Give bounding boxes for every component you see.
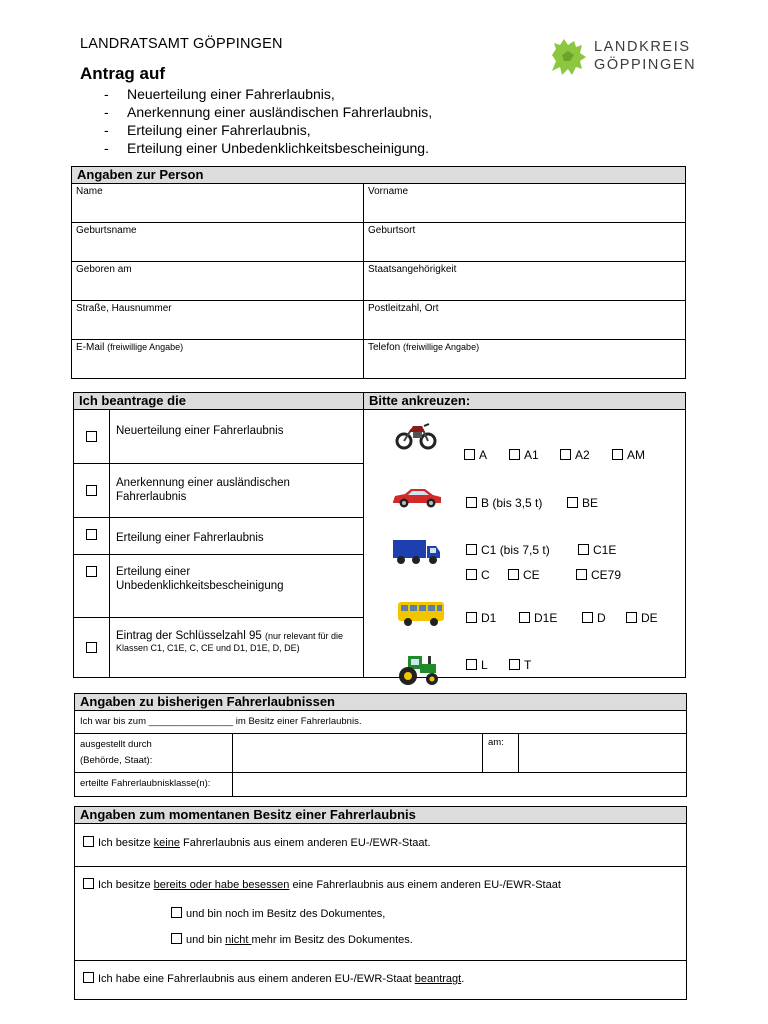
- class-selection-area: [364, 410, 686, 678]
- car-icon: [391, 486, 443, 510]
- purpose-item: - Anerkennung einer ausländischen Fahrerlaubnis,: [104, 104, 433, 120]
- tractor-icon: [394, 652, 440, 686]
- current-license-section: [74, 806, 687, 1000]
- purpose-list: [104, 85, 432, 157]
- logo-text-line2: GÖPPINGEN: [594, 57, 697, 73]
- logo-text-line1: LANDKREIS: [594, 39, 691, 55]
- current-none-checkbox[interactable]: [83, 836, 94, 847]
- purpose-item: - Neuerteilung einer Fahrerlaubnis,: [104, 86, 335, 102]
- class-option-d1e[interactable]: D1E: [519, 611, 557, 625]
- purpose-item: - Erteilung einer Fahrerlaubnis,: [104, 122, 311, 138]
- class-option-d[interactable]: D: [582, 611, 606, 625]
- schluesselzahl-label: Eintrag der Schlüsselzahl 95 (nur relevant für die Klassen C1, C1E, C, CE und D1, D1E, D, DE): [110, 618, 364, 678]
- person-heading: Angaben zur Person: [72, 167, 686, 184]
- issued-date-field[interactable]: [519, 734, 687, 773]
- application-heading-right: Bitte ankreuzen:: [364, 393, 686, 410]
- class-option-a[interactable]: A: [464, 448, 487, 462]
- license-classes-label: erteilte Fahrerlaubnisklasse(n):: [75, 773, 233, 797]
- anerkennung-label: Anerkennung einer ausländischen Fahrerlaubnis: [110, 464, 364, 518]
- class-option-c1e[interactable]: C1E: [578, 543, 616, 557]
- strasse-field[interactable]: Straße, Hausnummer: [72, 301, 364, 340]
- class-option-l[interactable]: L: [466, 658, 488, 672]
- motorcycle-icon: [395, 420, 437, 450]
- previous-license-section: [74, 693, 687, 797]
- plz-ort-field[interactable]: Postleitzahl, Ort: [364, 301, 686, 340]
- class-option-am[interactable]: AM: [612, 448, 645, 462]
- class-option-ce79[interactable]: CE79: [576, 568, 621, 582]
- class-option-a1[interactable]: A1: [509, 448, 539, 462]
- no-longer-has-checkbox[interactable]: [171, 933, 182, 944]
- staatsangehoerigkeit-field[interactable]: Staatsangehörigkeit: [364, 262, 686, 301]
- class-option-ce[interactable]: CE: [508, 568, 540, 582]
- previous-until-line[interactable]: Ich war bis zum ________________ im Besitz einer Fahrerlaubnis.: [75, 711, 687, 734]
- application-section: [73, 392, 686, 678]
- anerkennung-checkbox[interactable]: [86, 485, 97, 496]
- neuerteilung-label: Neuerteilung einer Fahrerlaubnis: [110, 410, 364, 464]
- current-applied-checkbox[interactable]: [83, 972, 94, 983]
- class-option-de[interactable]: DE: [626, 611, 658, 625]
- license-classes-field[interactable]: [233, 773, 687, 797]
- current-option-applied[interactable]: Ich habe eine Fahrerlaubnis aus einem anderen EU-/EWR-Staat beantragt.: [75, 961, 687, 1000]
- sub-option-no-longer-has[interactable]: und bin nicht mehr im Besitz des Dokumentes.: [171, 933, 413, 946]
- unbedenklichkeit-label: Erteilung einer Unbedenklichkeitsbescheinigung: [110, 555, 364, 618]
- class-option-b[interactable]: B (bis 3,5 t): [466, 496, 542, 510]
- lion-icon: [546, 35, 590, 79]
- district-logo: [546, 35, 696, 81]
- bus-icon: [397, 600, 445, 628]
- neuerteilung-checkbox[interactable]: [86, 431, 97, 442]
- geburtsort-field[interactable]: Geburtsort: [364, 223, 686, 262]
- current-option-none[interactable]: Ich besitze keine Fahrerlaubnis aus einem anderen EU-/EWR-Staat.: [75, 824, 687, 867]
- email-field[interactable]: E-Mail (freiwillige Angabe): [72, 340, 364, 379]
- person-section: [71, 166, 686, 379]
- class-option-d1[interactable]: D1: [466, 611, 496, 625]
- application-heading-left: Ich beantrage die: [74, 393, 364, 410]
- class-option-a2[interactable]: A2: [560, 448, 590, 462]
- unbedenklichkeit-checkbox[interactable]: [86, 566, 97, 577]
- erteilung-checkbox[interactable]: [86, 529, 97, 540]
- geburtsname-field[interactable]: Geburtsname: [72, 223, 364, 262]
- schluesselzahl-checkbox[interactable]: [86, 642, 97, 653]
- purpose-item: - Erteilung einer Unbedenklichkeitsbescheinigung.: [104, 140, 429, 156]
- name-field[interactable]: Name: [72, 184, 364, 223]
- erteilung-label: Erteilung einer Fahrerlaubnis: [110, 518, 364, 555]
- still-has-checkbox[interactable]: [171, 907, 182, 918]
- geboren-am-field[interactable]: Geboren am: [72, 262, 364, 301]
- form-title: Antrag auf: [80, 64, 165, 83]
- issued-by-label: ausgestellt durch (Behörde, Staat):: [75, 734, 233, 773]
- class-option-c1[interactable]: C1 (bis 7,5 t): [466, 543, 550, 557]
- class-option-c[interactable]: C: [466, 568, 490, 582]
- class-option-be[interactable]: BE: [567, 496, 598, 510]
- current-has-checkbox[interactable]: [83, 878, 94, 889]
- current-heading: Angaben zum momentanen Besitz einer Fahrerlaubnis: [75, 807, 687, 824]
- office-name: LANDRATSAMT GÖPPINGEN: [80, 36, 283, 52]
- telefon-field[interactable]: Telefon (freiwillige Angabe): [364, 340, 686, 379]
- vorname-field[interactable]: Vorname: [364, 184, 686, 223]
- issued-date-label: am:: [483, 734, 519, 773]
- truck-icon: [392, 538, 442, 566]
- previous-heading: Angaben zu bisherigen Fahrerlaubnissen: [75, 694, 687, 711]
- class-option-t[interactable]: T: [509, 658, 531, 672]
- issued-by-field[interactable]: [233, 734, 483, 773]
- current-option-has[interactable]: Ich besitze bereits oder habe besessen eine Fahrerlaubnis aus einem anderen EU-/EWR-Staat und bin noch im Besitz des Dokumentes, und bin nicht mehr im Besitz des Dokumentes.: [75, 867, 687, 961]
- sub-option-still-has[interactable]: und bin noch im Besitz des Dokumentes,: [171, 907, 385, 920]
